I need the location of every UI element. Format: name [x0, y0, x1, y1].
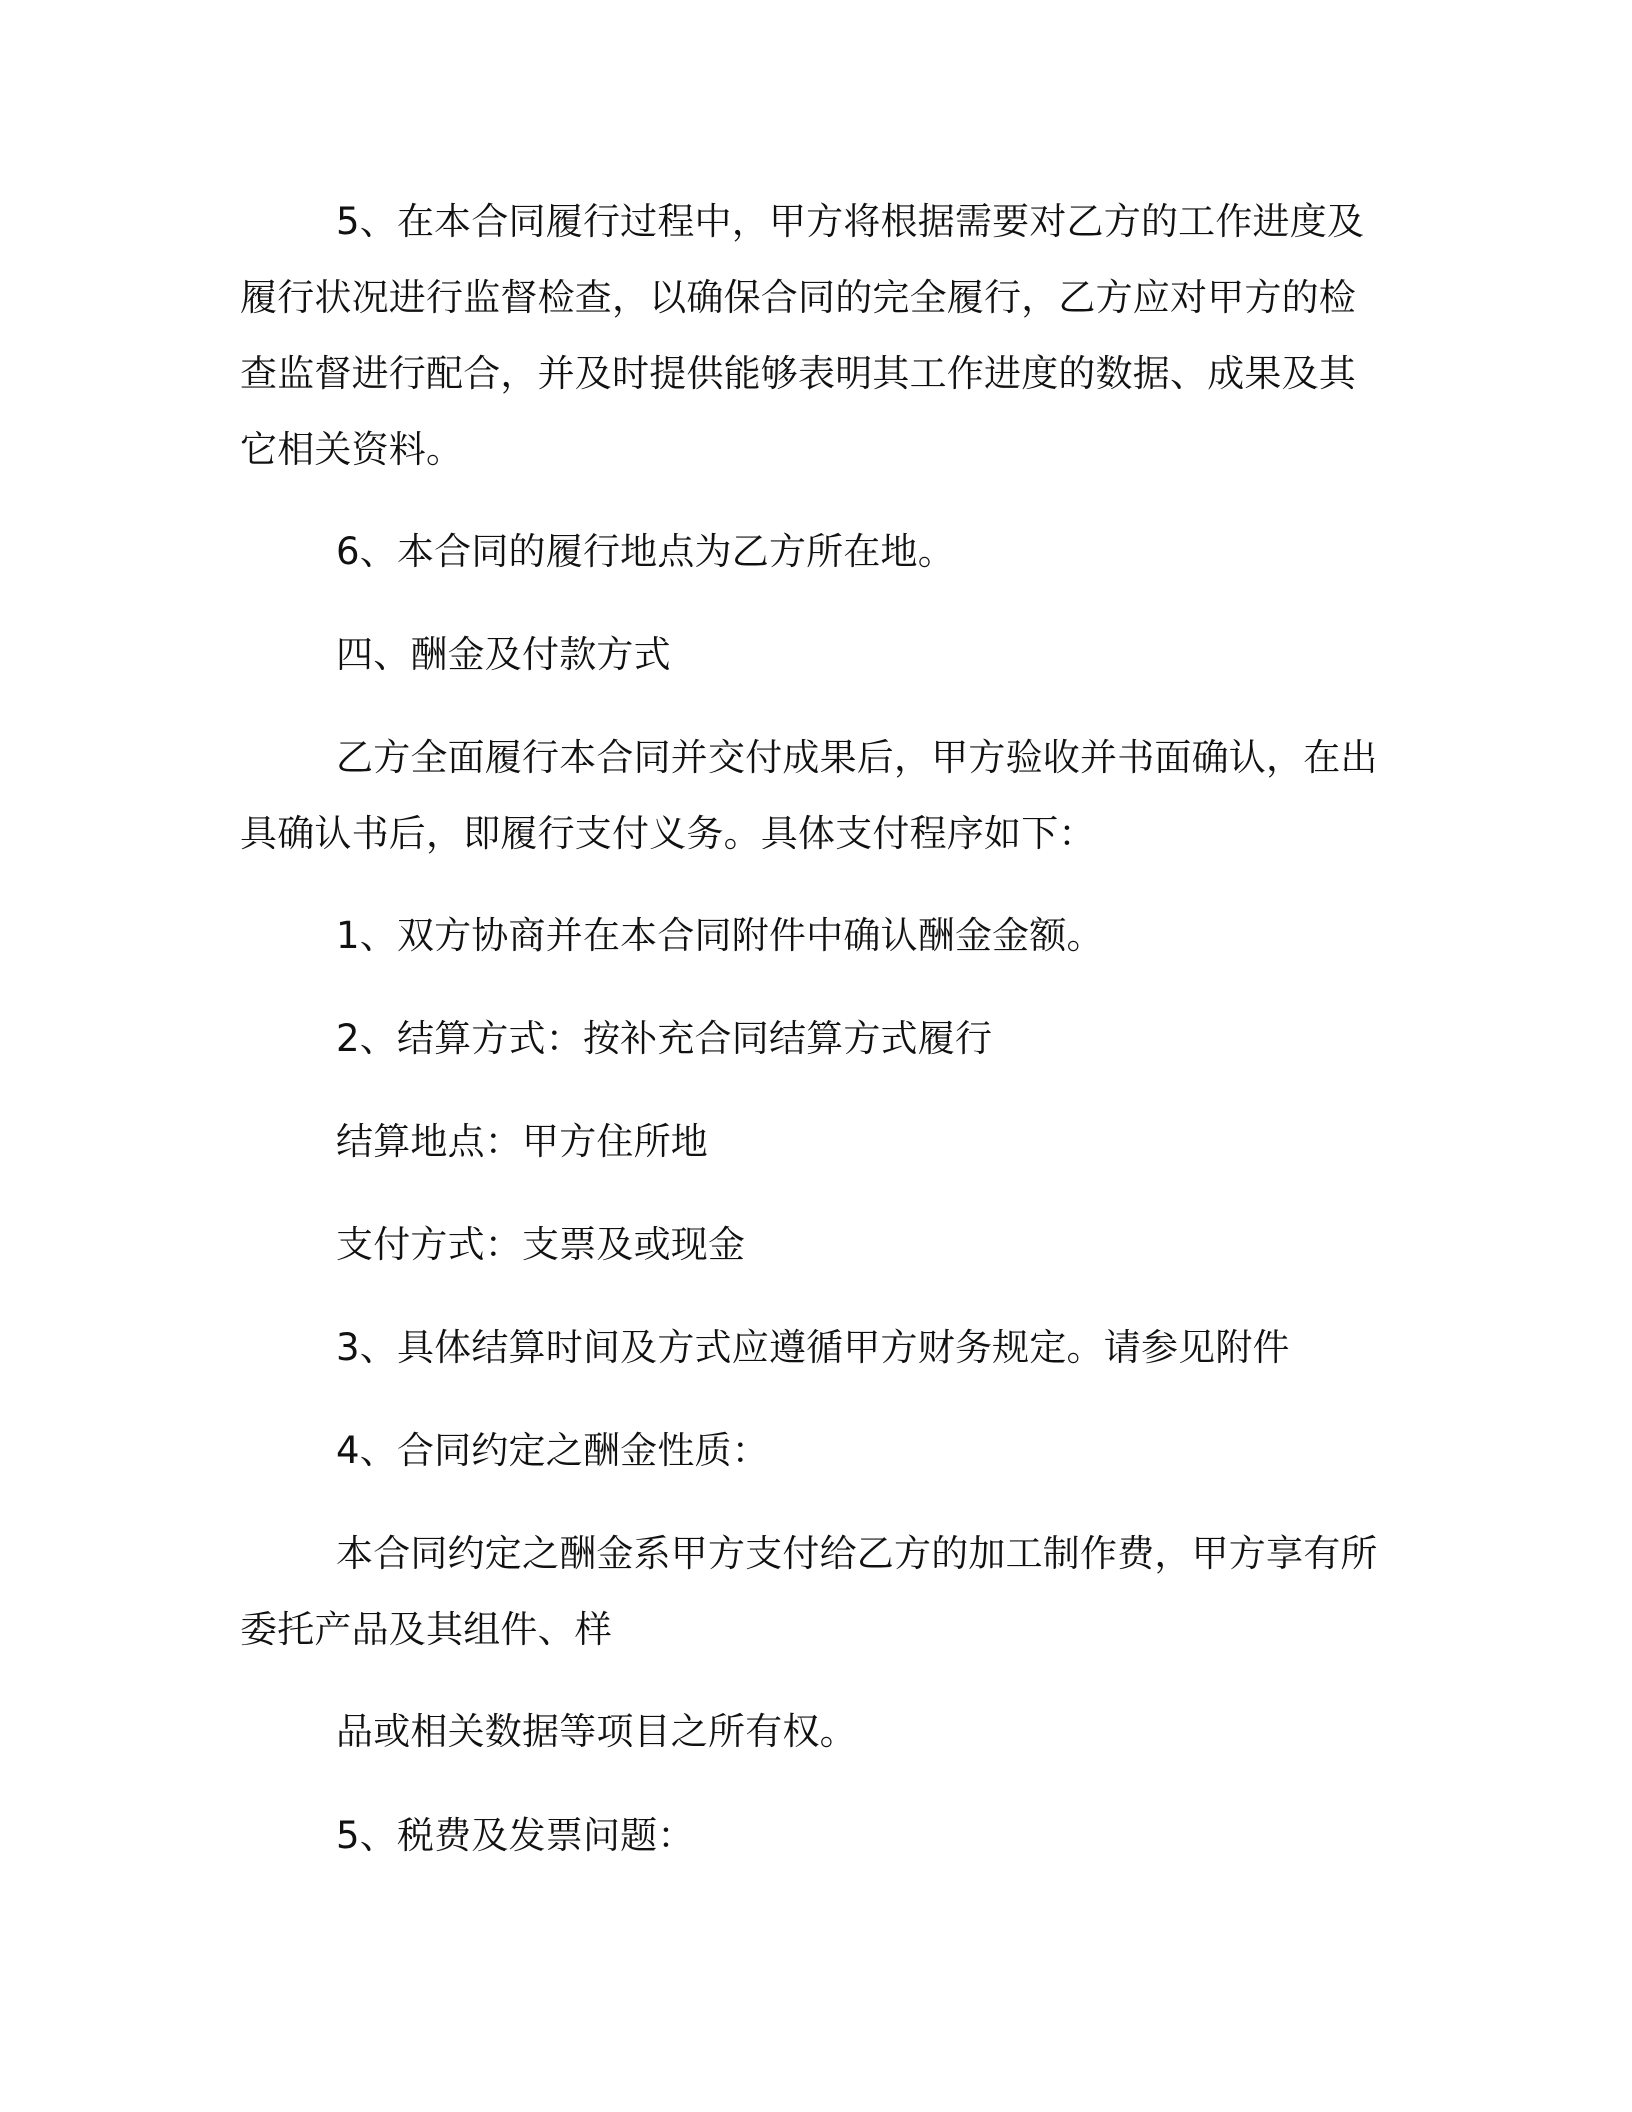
paragraph-settlement-location: 结算地点：甲方住所地 — [336, 1120, 708, 1163]
paragraph-remuneration-nature-line-1: 本合同约定之酬金系甲方支付给乙方的加工制作费，甲方享有所 — [336, 1532, 1378, 1575]
paragraph-clause-3-5-line-1: 5、在本合同履行过程中，甲方将根据需要对乙方的工作进度及 — [336, 200, 1365, 243]
paragraph-remuneration-nature-cont: 品或相关数据等项目之所有权。 — [336, 1710, 857, 1753]
paragraph-clause-4-4: 4、合同约定之酬金性质： — [336, 1429, 769, 1472]
paragraph-clause-3-5-line-2: 履行状况进行监督检查，以确保合同的完全履行，乙方应对甲方的检 — [240, 276, 1356, 319]
paragraph-clause-4-3: 3、具体结算时间及方式应遵循甲方财务规定。请参见附件 — [336, 1326, 1290, 1369]
paragraph-section-4-intro-line-2: 具确认书后，即履行支付义务。具体支付程序如下： — [240, 812, 1096, 855]
paragraph-clause-4-5: 5、税费及发票问题： — [336, 1814, 695, 1857]
paragraph-clause-4-1: 1、双方协商并在本合同附件中确认酬金金额。 — [336, 914, 1104, 957]
paragraph-clause-3-5-line-3: 查监督进行配合，并及时提供能够表明其工作进度的数据、成果及其 — [240, 352, 1356, 395]
paragraph-section-4-intro-line-1: 乙方全面履行本合同并交付成果后，甲方验收并书面确认，在出 — [336, 736, 1378, 779]
paragraph-remuneration-nature-line-2: 委托产品及其组件、样 — [240, 1608, 612, 1651]
paragraph-clause-3-5-line-4: 它相关资料。 — [240, 428, 464, 471]
section-4-heading: 四、酬金及付款方式 — [336, 633, 671, 676]
paragraph-payment-method: 支付方式：支票及或现金 — [336, 1223, 746, 1266]
paragraph-clause-3-6: 6、本合同的履行地点为乙方所在地。 — [336, 530, 955, 573]
paragraph-clause-4-2: 2、结算方式：按补充合同结算方式履行 — [336, 1017, 993, 1060]
